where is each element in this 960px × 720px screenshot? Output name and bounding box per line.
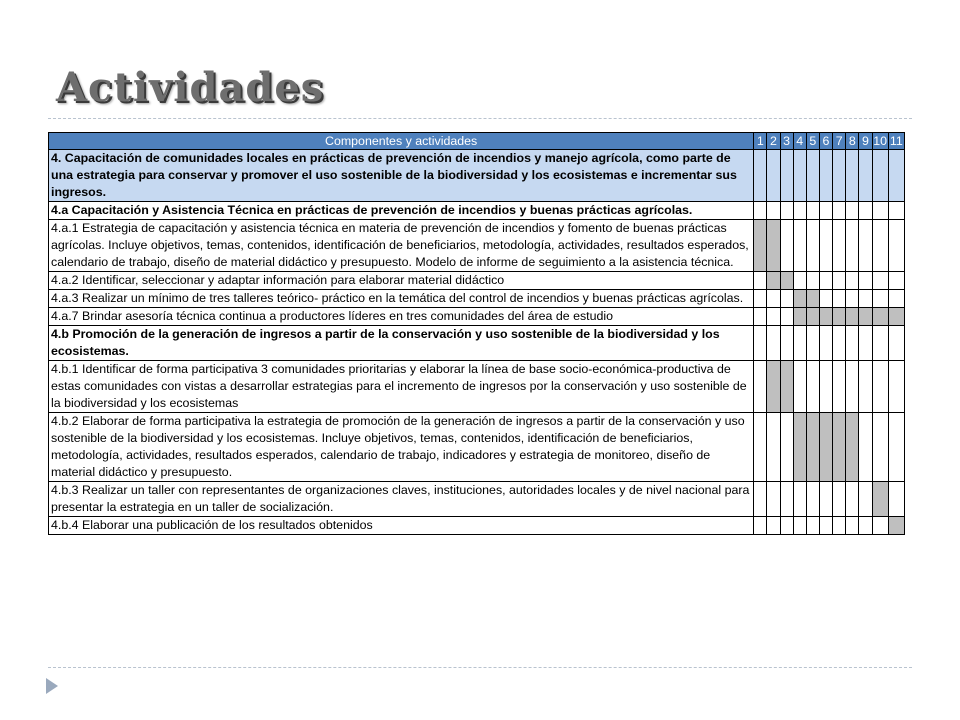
schedule-cell <box>819 361 832 413</box>
activity-description: 4.a.7 Brindar asesoría técnica continua a productores líderes en tres comunidades del área de estudio <box>49 308 754 326</box>
schedule-cell-active <box>780 361 793 413</box>
schedule-cell <box>754 150 767 202</box>
schedule-cell-active <box>819 413 832 482</box>
schedule-cell <box>819 150 832 202</box>
schedule-cell <box>793 361 806 413</box>
activity-description: 4. Capacitación de comunidades locales en prácticas de prevención de incendios y manejo agrícola, como parte de una estrategia para conservar y promover el uso sostenible de la biodiversidad y los ecosistemas e incrementar sus ingresos. <box>49 150 754 202</box>
schedule-cell <box>888 482 904 517</box>
schedule-cell <box>872 220 888 272</box>
schedule-cell <box>780 150 793 202</box>
schedule-cell <box>806 361 819 413</box>
schedule-cell <box>846 290 859 308</box>
schedule-cell <box>846 202 859 220</box>
schedule-cell <box>872 202 888 220</box>
schedule-cell <box>888 290 904 308</box>
schedule-cell <box>833 272 846 290</box>
schedule-cell <box>767 308 780 326</box>
schedule-cell <box>780 326 793 361</box>
header-month-3: 3 <box>780 133 793 150</box>
header-month-2: 2 <box>767 133 780 150</box>
header-month-4: 4 <box>793 133 806 150</box>
schedule-cell-active <box>754 220 767 272</box>
schedule-cell <box>859 413 872 482</box>
schedule-cell-active <box>833 413 846 482</box>
schedule-cell <box>819 202 832 220</box>
schedule-cell <box>806 202 819 220</box>
activity-description: 4.b.3 Realizar un taller con representantes de organizaciones claves, instituciones, autoridades locales y de nivel nacional para presentar la estrategia en un taller de socialización. <box>49 482 754 517</box>
header-month-7: 7 <box>833 133 846 150</box>
schedule-cell-active <box>767 272 780 290</box>
schedule-cell <box>859 150 872 202</box>
schedule-cell <box>767 290 780 308</box>
activity-row <box>49 220 905 272</box>
schedule-cell-active <box>859 308 872 326</box>
schedule-cell <box>780 413 793 482</box>
schedule-cell <box>872 413 888 482</box>
schedule-cell <box>819 517 832 535</box>
schedule-cell <box>846 326 859 361</box>
schedule-cell-active <box>872 482 888 517</box>
activity-description: 4.b.4 Elaborar una publicación de los resultados obtenidos <box>49 517 754 535</box>
schedule-cell-active <box>819 308 832 326</box>
schedule-cell-active <box>793 290 806 308</box>
schedule-cell <box>806 150 819 202</box>
schedule-cell <box>846 482 859 517</box>
schedule-cell <box>833 482 846 517</box>
schedule-cell <box>767 517 780 535</box>
header-month-10: 10 <box>873 134 887 148</box>
schedule-cell <box>833 517 846 535</box>
schedule-cell <box>846 361 859 413</box>
schedule-cell <box>780 220 793 272</box>
slide-bullet-icon <box>46 678 58 694</box>
header-month-6: 6 <box>819 133 832 150</box>
schedule-cell <box>888 326 904 361</box>
schedule-cell <box>767 413 780 482</box>
schedule-cell <box>819 220 832 272</box>
activity-row <box>49 361 905 413</box>
schedule-cell <box>888 361 904 413</box>
schedule-cell <box>806 326 819 361</box>
schedule-cell <box>859 220 872 272</box>
header-month-5: 5 <box>806 133 819 150</box>
header-month-1: 1 <box>754 133 767 150</box>
schedule-cell-active <box>793 308 806 326</box>
schedule-cell <box>846 517 859 535</box>
schedule-cell <box>767 202 780 220</box>
schedule-cell <box>819 482 832 517</box>
activity-description: 4.a.3 Realizar un mínimo de tres talleres teórico- práctico en la temática del control de incendios y buenas prácticas agrícolas. <box>49 290 754 308</box>
schedule-cell <box>793 220 806 272</box>
header-month-9: 9 <box>859 133 872 150</box>
schedule-cell <box>872 326 888 361</box>
activity-description: 4.b.1 Identificar de forma participativa 3 comunidades prioritarias y elaborar la línea de base socio-económica-productiva de estas comunidades con vistas a desarrollar estrategias para el incremento de ingresos por la conservación y uso sostenible de la biodiversidad y los ecosistemas <box>49 361 754 413</box>
schedule-cell <box>819 290 832 308</box>
schedule-cell <box>780 517 793 535</box>
schedule-cell-active <box>767 220 780 272</box>
schedule-cell <box>754 290 767 308</box>
schedule-cell <box>846 220 859 272</box>
schedule-cell <box>767 482 780 517</box>
schedule-cell-active <box>846 413 859 482</box>
schedule-cell <box>872 272 888 290</box>
schedule-cell <box>754 308 767 326</box>
schedule-cell <box>872 290 888 308</box>
activity-row <box>49 413 905 482</box>
schedule-cell <box>806 517 819 535</box>
schedule-cell <box>833 202 846 220</box>
schedule-cell <box>819 326 832 361</box>
schedule-cell <box>767 150 780 202</box>
schedule-cell-active <box>846 308 859 326</box>
schedule-cell <box>754 517 767 535</box>
schedule-cell <box>780 308 793 326</box>
activity-description: 4.b Promoción de la generación de ingresos a partir de la conservación y uso sostenible de la biodiversidad y los ecosistemas. <box>49 326 754 361</box>
schedule-cell <box>793 482 806 517</box>
page-title: Actividades <box>56 64 325 111</box>
schedule-cell <box>872 361 888 413</box>
schedule-cell-active <box>806 413 819 482</box>
subcomponent-row <box>49 326 905 361</box>
schedule-cell <box>793 150 806 202</box>
component-row <box>49 150 905 202</box>
schedule-cell <box>767 326 780 361</box>
activity-description: 4.b.2 Elaborar de forma participativa la estrategia de promoción de la generación de ingresos a partir de la conservación y uso sostenible de la biodiversidad y los ecosistemas. Incluye objetivos, temas, contenidos, identificación de beneficiarios, metodología, actividades, resultados esperados, calendario de trabajo, indicadores y estrategia de monitoreo, diseño de material didáctico y presupuesto. <box>49 413 754 482</box>
title-divider <box>48 118 912 119</box>
header-month-8: 8 <box>846 133 859 150</box>
header-month-11: 11 <box>889 134 903 148</box>
schedule-cell-active <box>780 272 793 290</box>
schedule-cell <box>872 517 888 535</box>
schedule-cell <box>859 272 872 290</box>
activities-schedule-table <box>48 132 905 535</box>
table-body <box>49 150 905 535</box>
schedule-cell-active <box>767 361 780 413</box>
schedule-cell <box>888 413 904 482</box>
schedule-cell <box>754 413 767 482</box>
schedule-cell <box>833 150 846 202</box>
schedule-cell <box>888 220 904 272</box>
subcomponent-row <box>49 202 905 220</box>
schedule-cell <box>859 482 872 517</box>
schedule-cell <box>754 326 767 361</box>
schedule-cell-active <box>888 150 904 202</box>
table-header-row <box>49 133 905 150</box>
schedule-cell <box>780 290 793 308</box>
schedule-cell <box>872 150 888 202</box>
schedule-cell <box>888 202 904 220</box>
schedule-cell <box>793 272 806 290</box>
activity-description: 4.a.2 Identificar, seleccionar y adaptar información para elaborar material didáctico <box>49 272 754 290</box>
schedule-cell <box>793 326 806 361</box>
activity-row <box>49 308 905 326</box>
schedule-cell-active <box>833 308 846 326</box>
schedule-cell <box>833 290 846 308</box>
schedule-cell <box>806 220 819 272</box>
schedule-cell <box>859 326 872 361</box>
activity-description: 4.a Capacitación y Asistencia Técnica en prácticas de prevención de incendios y buenas prácticas agrícolas. <box>49 202 754 220</box>
footer-divider <box>48 667 912 668</box>
schedule-cell <box>754 272 767 290</box>
header-components: Componentes y actividades <box>49 133 754 150</box>
schedule-cell <box>833 326 846 361</box>
schedule-cell <box>793 202 806 220</box>
schedule-cell <box>859 361 872 413</box>
schedule-cell <box>780 482 793 517</box>
schedule-cell <box>833 361 846 413</box>
schedule-cell-active <box>888 517 904 535</box>
schedule-cell-active <box>888 308 904 326</box>
schedule-cell-active <box>872 308 888 326</box>
activity-row <box>49 517 905 535</box>
schedule-cell <box>754 202 767 220</box>
schedule-cell <box>833 220 846 272</box>
activity-row <box>49 272 905 290</box>
schedule-cell-active <box>793 413 806 482</box>
schedule-cell <box>859 290 872 308</box>
schedule-cell <box>859 202 872 220</box>
schedule-cell <box>888 272 904 290</box>
schedule-cell <box>793 517 806 535</box>
schedule-cell <box>754 361 767 413</box>
activity-row <box>49 290 905 308</box>
schedule-cell <box>846 272 859 290</box>
activity-row <box>49 482 905 517</box>
schedule-cell <box>806 482 819 517</box>
schedule-cell <box>846 150 859 202</box>
schedule-cell <box>806 272 819 290</box>
activity-description: 4.a.1 Estrategia de capacitación y asistencia técnica en materia de prevención de incendios y fomento de buenas prácticas agrícolas. Incluye objetivos, temas, contenidos, identificación de beneficiarios, metodología, actividades, resultados esperados, calendario de trabajo, diseño de material didáctico y presupuesto. Modelo de informe de seguimiento a la asistencia técnica. <box>49 220 754 272</box>
schedule-cell <box>780 202 793 220</box>
schedule-cell <box>754 482 767 517</box>
schedule-cell-active <box>806 308 819 326</box>
schedule-cell <box>819 272 832 290</box>
schedule-cell <box>859 517 872 535</box>
schedule-cell-active <box>806 290 819 308</box>
